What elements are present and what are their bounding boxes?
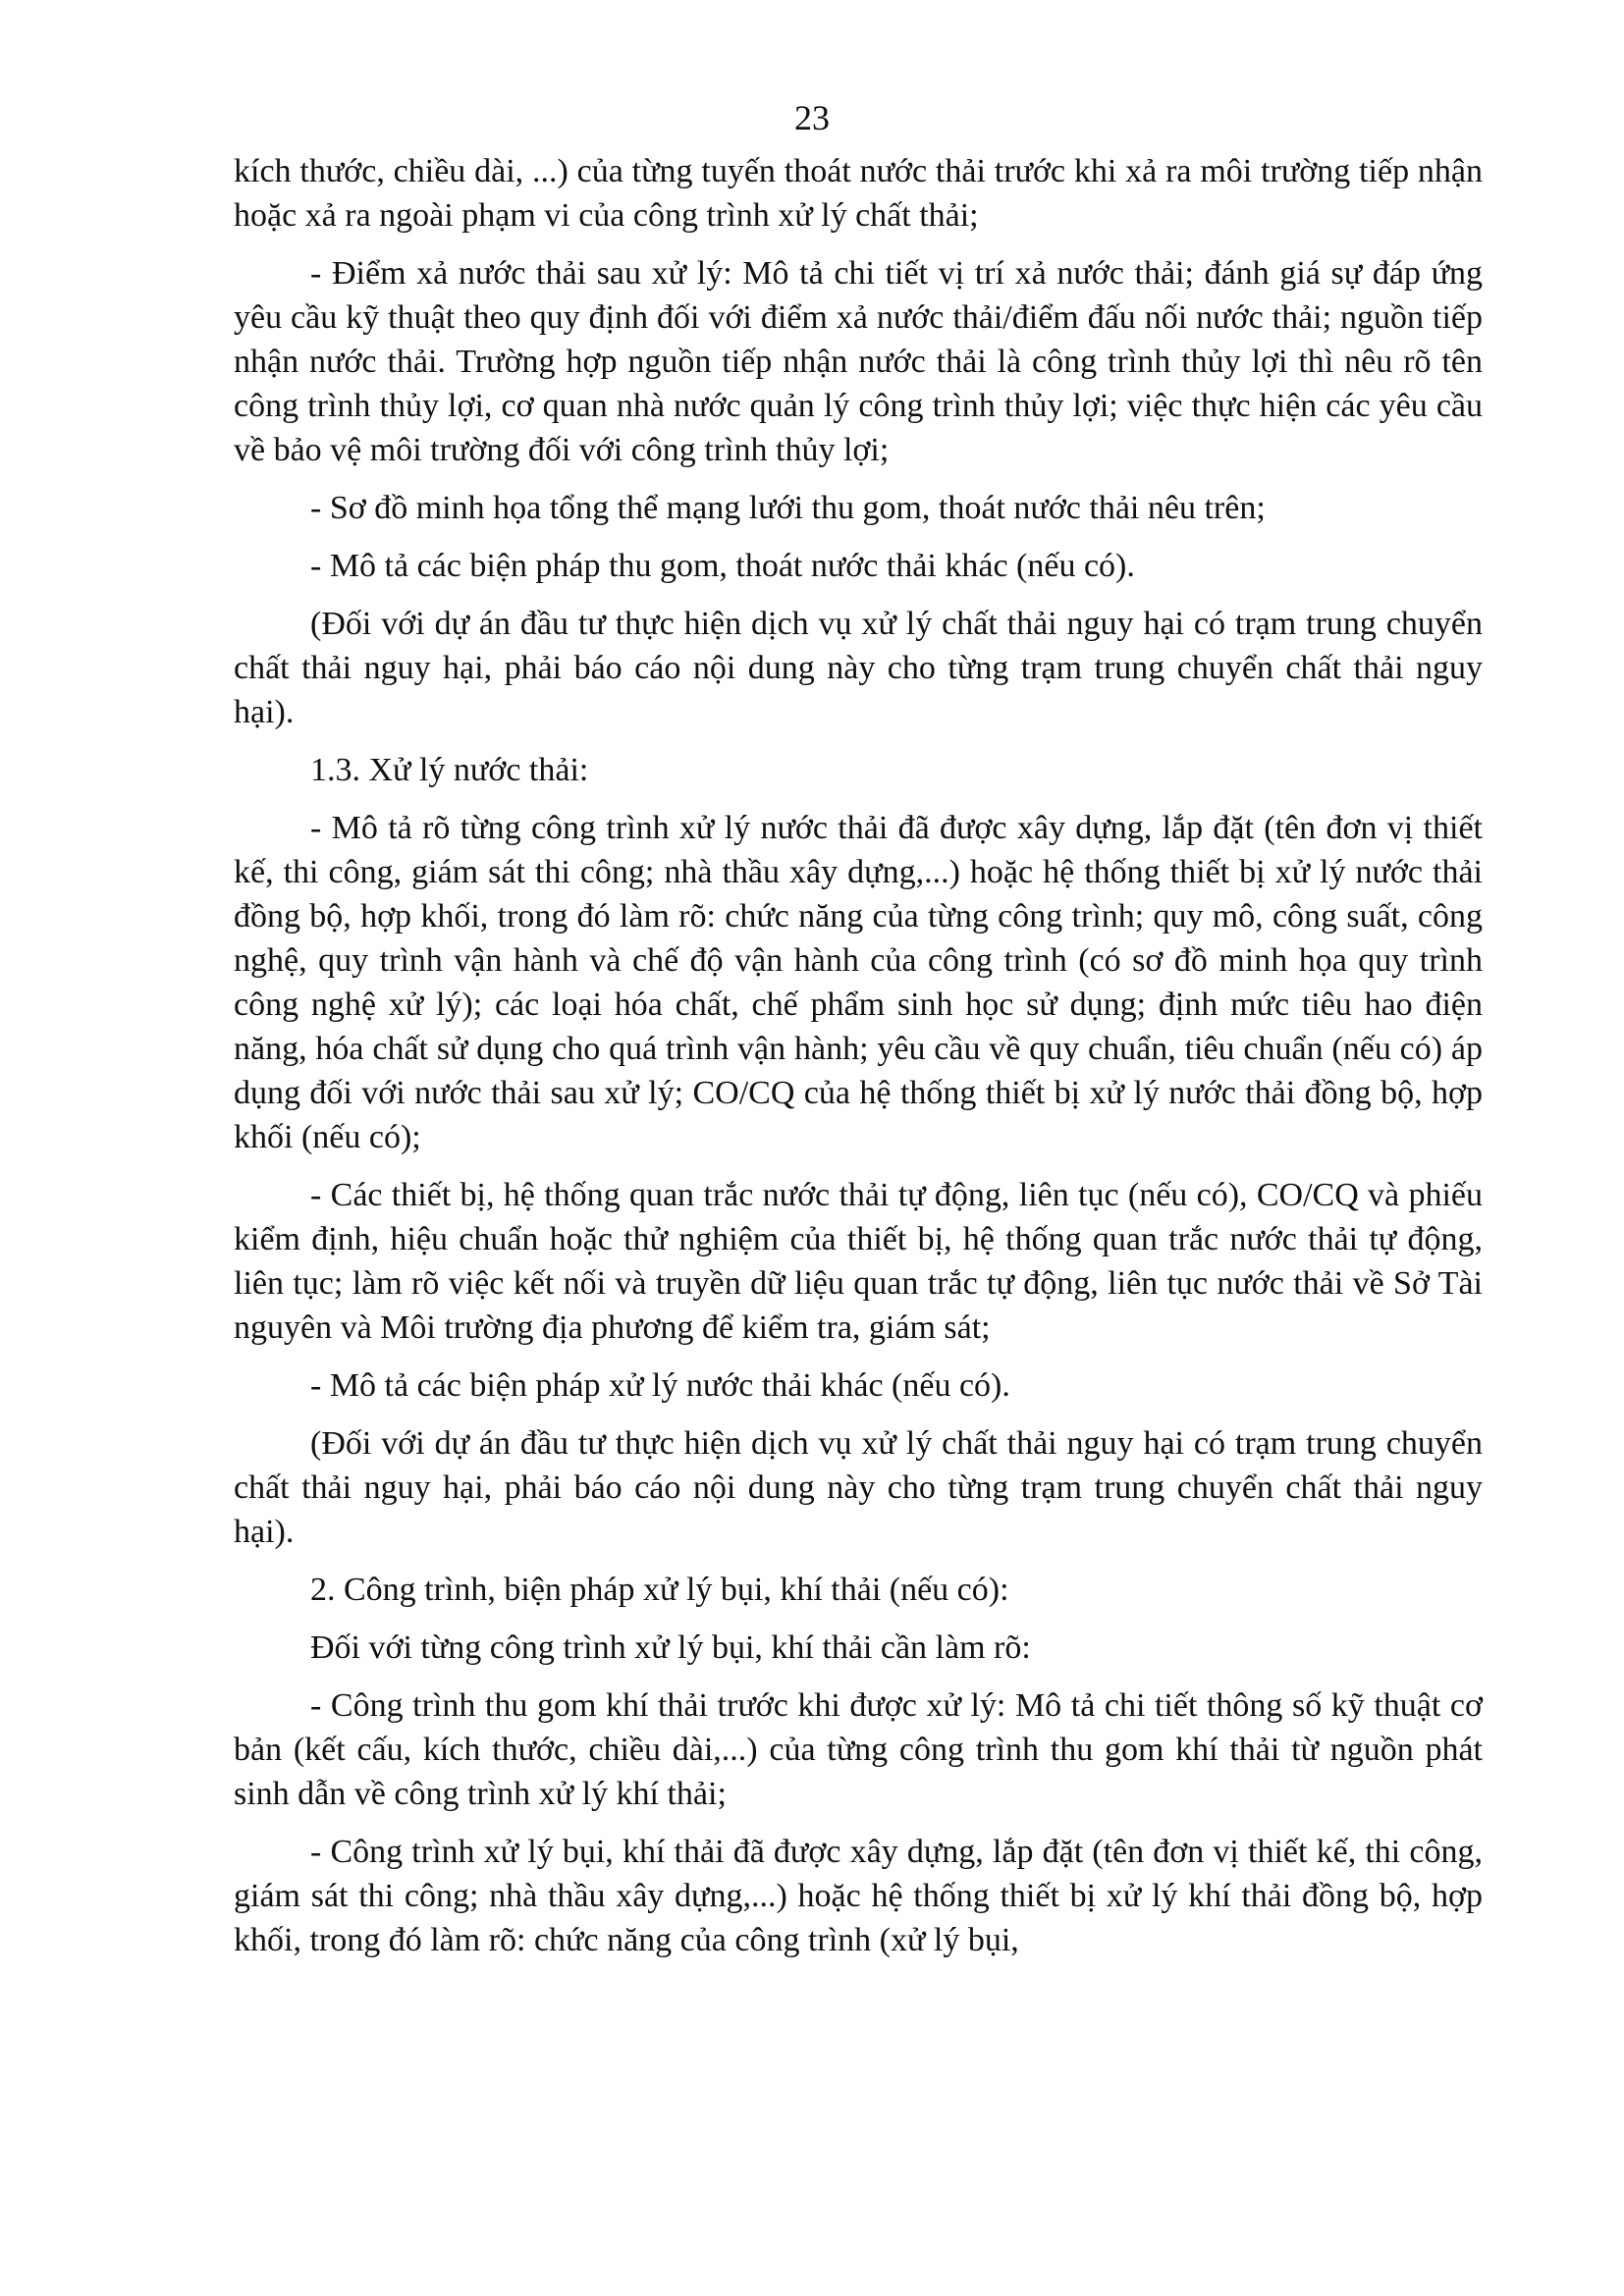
page-number: 23 (794, 98, 830, 137)
section-heading-dust-emissions: 2. Công trình, biện pháp xử lý bụi, khí thải (nếu có): (310, 1572, 1009, 1608)
paragraph-gas-collection: - Công trình thu gom khí thải trước khi được xử lý: Mô tả chi tiết thông số kỹ thuật cơ bản (kết cấu, kích thước, chiều dài,...) của từng công trình thu gom khí thải từ nguồn phát sinh dẫn về công trình xử lý khí thải; (234, 1687, 1483, 1812)
paragraph-gas-treatment: - Công trình xử lý bụi, khí thải đã được xây dựng, lắp đặt (tên đơn vị thiết kế, thi công, giám sát thi công; nhà thầu xây dựng,...) hoặc hệ thống thiết bị xử lý khí thải đồng bộ, hợp khối, trong đó làm rõ: chức năng của công trình (xử lý bụi, (234, 1834, 1483, 1958)
paragraph-treatment-works: - Mô tả rõ từng công trình xử lý nước thải đã được xây dựng, lắp đặt (tên đơn vị thiết kế, thi công, giám sát thi công; nhà thầu xây dựng,...) hoặc hệ thống thiết bị xử lý nước thải đồng bộ, hợp khối, trong đó làm rõ: chức năng của từng công trình; quy mô, công suất, công nghệ, quy trình vận hành và chế độ vận hành của công trình (có sơ đồ minh họa quy trình công nghệ xử lý); các loại hóa chất, chế phẩm sinh học sử dụng; định mức tiêu hao điện năng, hóa chất sử dụng cho quá trình vận hành; yêu cầu về quy chuẩn, tiêu chuẩn (nếu có) áp dụng đối với nước thải sau xử lý; CO/CQ của hệ thống thiết bị xử lý nước thải đồng bộ, hợp khối (nếu có); (234, 810, 1483, 1155)
paragraph-dust-intro: Đối với từng công trình xử lý bụi, khí thải cần làm rõ: (310, 1629, 1031, 1666)
paragraph-hazardous-note: (Đối với dự án đầu tư thực hiện dịch vụ xử lý chất thải nguy hại có trạm trung chuyển chất thải nguy hại, phải báo cáo nội dung này cho từng trạm trung chuyển chất thải nguy hại). (234, 606, 1483, 730)
paragraph-hazardous-note-2: (Đối với dự án đầu tư thực hiện dịch vụ xử lý chất thải nguy hại có trạm trung chuyển chất thải nguy hại, phải báo cáo nội dung này cho từng trạm trung chuyển chất thải nguy hại). (234, 1425, 1483, 1550)
paragraph-network-diagram: - Sơ đồ minh họa tổng thể mạng lưới thu gom, thoát nước thải nêu trên; (310, 490, 1266, 526)
paragraph-discharge-point: - Điểm xả nước thải sau xử lý: Mô tả chi tiết vị trí xả nước thải; đánh giá sự đáp ứng yêu cầu kỹ thuật theo quy định đối với điểm xả nước thải/điểm đấu nối nước thải; nguồn tiếp nhận nước thải. Trường hợp nguồn tiếp nhận nước thải là công trình thủy lợi thì nêu rõ tên công trình thủy lợi, cơ quan nhà nước quản lý công trình thủy lợi; việc thực hiện các yêu cầu về bảo vệ môi trường đối với công trình thủy lợi; (234, 255, 1483, 468)
page-body (234, 149, 1483, 1976)
paragraph-continued: kích thước, chiều dài, ...) của từng tuyến thoát nước thải trước khi xả ra môi trường tiếp nhận hoặc xả ra ngoài phạm vi của công trình xử lý chất thải; (234, 153, 1483, 234)
section-heading-wastewater-treatment: 1.3. Xử lý nước thải: (310, 752, 589, 788)
paragraph-monitoring-equipment: - Các thiết bị, hệ thống quan trắc nước thải tự động, liên tục (nếu có), CO/CQ và phiếu kiểm định, hiệu chuẩn hoặc thử nghiệm của thiết bị, hệ thống quan trắc nước thải tự động, liên tục; làm rõ việc kết nối và truyền dữ liệu quan trắc tự động, liên tục nước thải về Sở Tài nguyên và Môi trường địa phương để kiểm tra, giám sát; (234, 1177, 1483, 1346)
paragraph-other-collection: - Mô tả các biện pháp thu gom, thoát nước thải khác (nếu có). (310, 548, 1135, 584)
paragraph-other-treatment: - Mô tả các biện pháp xử lý nước thải khác (nếu có). (310, 1367, 1010, 1404)
